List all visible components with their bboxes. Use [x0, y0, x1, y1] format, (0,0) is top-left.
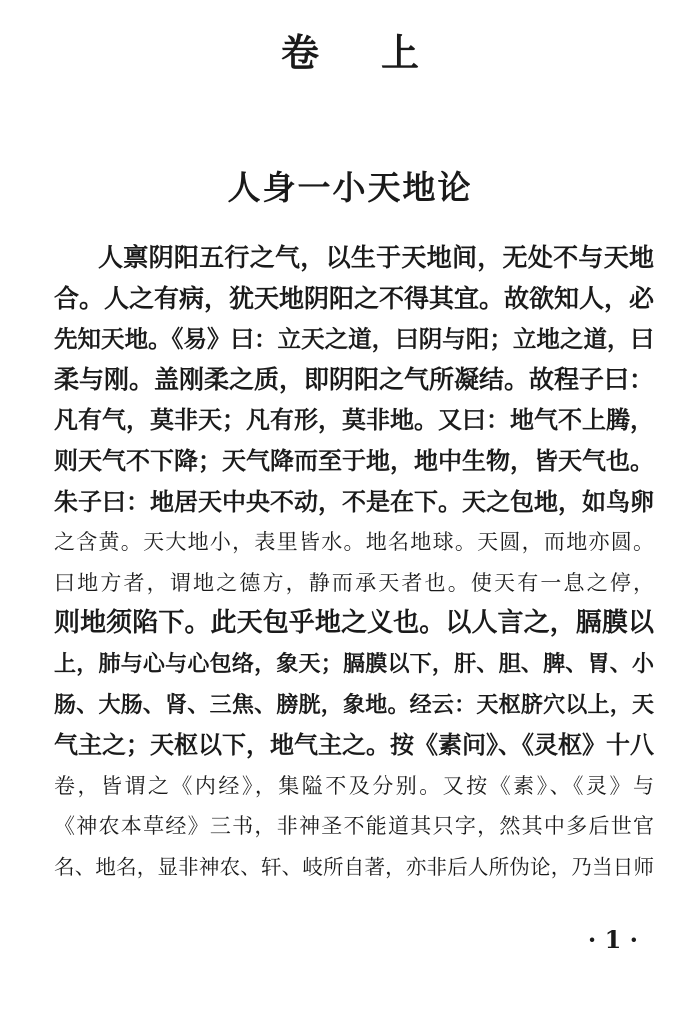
text-line: 人禀阴阳五行之气，以生于天地间，无处不与天地 — [98, 243, 654, 272]
text-line: 先知天地。《易》曰：立天之道，曰阴与阳；立地之道，曰 — [54, 325, 654, 354]
text-line: 曰地方者，谓地之德方，静而承天者也。使天有一息之停， — [54, 570, 654, 595]
text-line: 《神农本草经》三书，非神圣不能道其只字，然其中多后世官 — [54, 814, 654, 839]
text-line: 卷，皆谓之《内经》，集隘不及分别。又按《素》、《灵》与 — [54, 773, 654, 798]
text-line: 则地须陷下。此天包乎地之义也。以人言之，膈膜以 — [54, 608, 654, 639]
text-line: 气主之；天枢以下，地气主之。按《素问》、《灵枢》十八 — [54, 730, 654, 760]
text-line: 凡有气，莫非天；凡有形，莫非地。又曰：地气不上腾， — [54, 405, 654, 435]
text-line: 合。人之有病，犹天地阴阳之不得其宜。故欲知人，必 — [54, 283, 654, 313]
text-line: 柔与刚。盖刚柔之质，即阴阳之气所凝结。故程子曰： — [54, 364, 654, 394]
text-line: 之含黄。天大地小，表里皆水。地名地球。天圆，而地亦圆。 — [54, 530, 654, 555]
text-line: 上，肺与心与心包络，象天；膈膜以下，肝、胆、脾、胃、小 — [54, 650, 654, 677]
text-line: 肠、大肠、肾、三焦、膀胱，象地。经云：天枢脐穴以上，天 — [54, 691, 654, 718]
body-text — [54, 238, 654, 888]
text-line: 名、地名，显非神农、轩、岐所自著，亦非后人所伪论，乃当日师 — [54, 854, 654, 879]
chapter-title: 人身一小天地论 — [227, 168, 473, 207]
volume-title: 卷上 — [280, 30, 481, 75]
text-line: 则天气不下降；天气降而至于地，地中生物，皆天气也。 — [54, 445, 654, 475]
page-number: · 1 · — [587, 925, 638, 954]
text-line: 朱子曰：地居天中央不动，不是在下。天之包地，如鸟卵 — [54, 486, 654, 516]
